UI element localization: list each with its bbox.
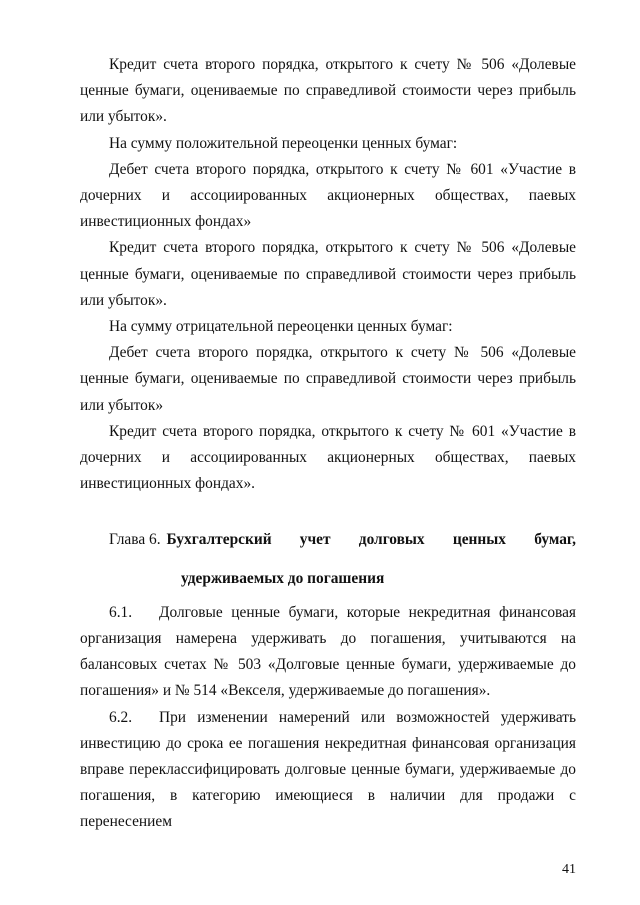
chapter-title-line2: удерживаемых до погашения xyxy=(181,569,385,587)
item-text: Долговые ценные бумаги, которые некредитная финансовая организация намерена удерживать до погашения, учитываются на балансовых счетах № 503 «Долговые ценные бумаги, удерживаемые до погашения» и № 514 «Векселя, удерживаемые до погашения». xyxy=(80,603,576,700)
page-body xyxy=(80,52,576,836)
paragraph: Дебет счета второго порядка, открытого к счету № 506 «Долевые ценные бумаги, оцениваемые по справедливой стоимости через прибыль или убыток» xyxy=(80,344,576,414)
paragraph: Дебет счета второго порядка, открытого к счету № 601 «Участие в дочерних и ассоциированных акционерных обществах, паевых инвестиционных фондах» xyxy=(80,160,576,231)
chapter-number: Глава 6. xyxy=(109,531,161,549)
paragraph: Кредит счета второго порядка, открытого к счету № 506 «Долевые ценные бумаги, оцениваемые по справедливой стоимости через прибыль или убыток». xyxy=(80,56,576,126)
paragraph: Кредит счета второго порядка, открытого к счету № 506 «Долевые ценные бумаги, оцениваемые по справедливой стоимости через прибыль или убыток». xyxy=(80,239,576,309)
item-text: При изменении намерений или возможностей удерживать инвестицию до срока ее погашения некредитная финансовая организация вправе переклассифицировать долговые ценные бумаги, удерживаемые до погашения, в категорию имеющиеся в наличии для продажи с перенесением xyxy=(80,708,576,831)
item-number: 6.2. xyxy=(109,708,133,726)
page-number: 41 xyxy=(562,862,576,877)
paragraph: Кредит счета второго порядка, открытого к счету № 601 «Участие в дочерних и ассоциированных акционерных обществах, паевых инвестиционных фондах». xyxy=(80,422,576,493)
chapter-heading xyxy=(80,527,576,553)
paragraph: На сумму положительной переоценки ценных бумаг: xyxy=(109,134,458,152)
paragraph: На сумму отрицательной переоценки ценных бумаг: xyxy=(109,318,453,336)
chapter-title-line1: Бухгалтерский учет долговых ценных бумаг, xyxy=(166,531,576,549)
item-number: 6.1. xyxy=(109,603,133,621)
list-item xyxy=(80,600,576,705)
list-item xyxy=(80,705,576,836)
